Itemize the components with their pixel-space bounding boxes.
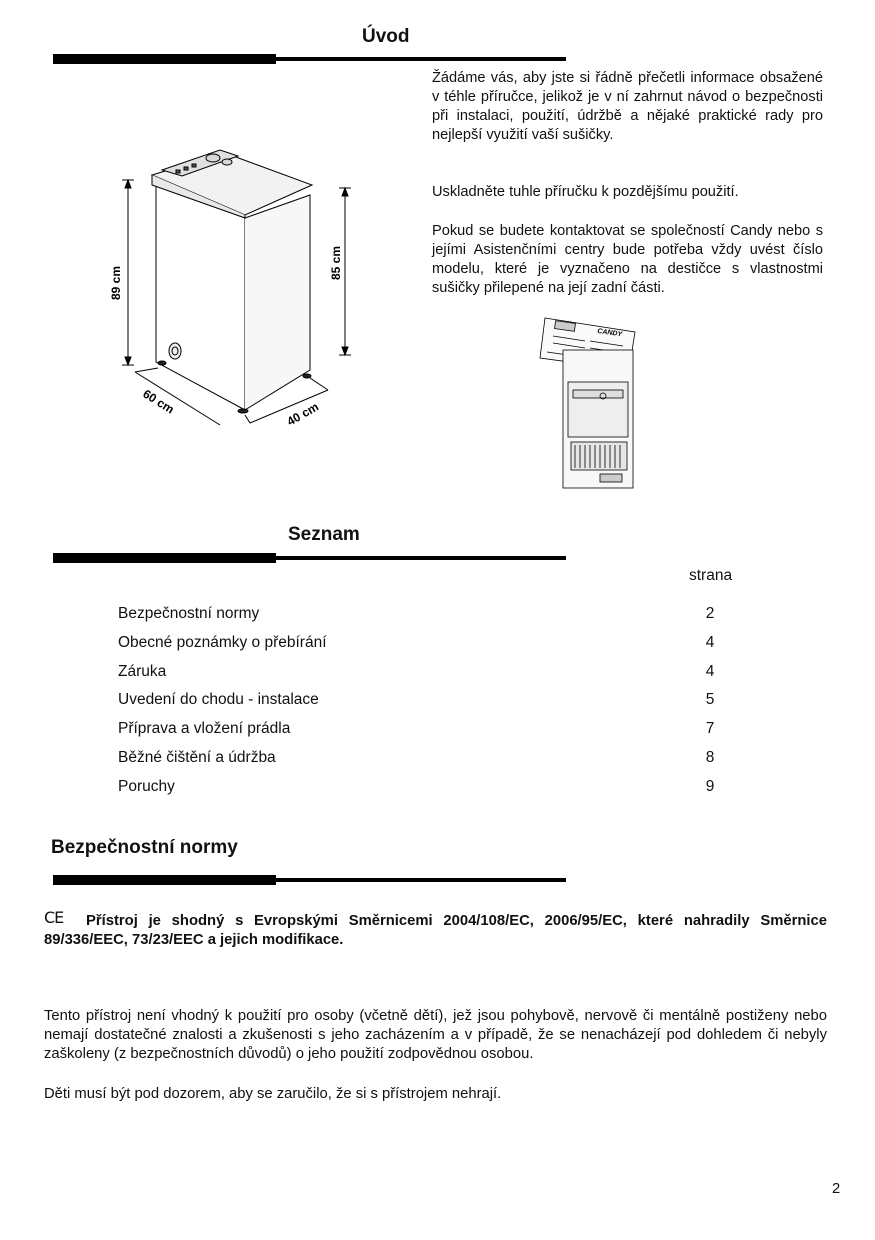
toc-item-page: 7 [705,720,715,737]
toc-item [118,605,720,627]
toc-item-page: 4 [705,634,715,651]
toc-item-label: Poruchy [118,778,175,795]
dim-89cm: 89 cm [109,265,123,300]
toc-item-label: Běžné čištění a údržba [118,749,276,766]
rating-plate-brand: CANDY [596,327,623,339]
toc-title: Seznam [288,524,360,545]
toc-item [118,634,720,656]
ce-mark: CE [44,908,64,927]
intro-title-rule [53,57,566,61]
toc-item [118,720,720,742]
compliance-statement: Přístroj je shodný s Evropskými Směrnicemi 2004/108/EC, 2006/95/EC, které nahradily Směrnice 89/336/EEC, 73/23/EEC a jejich modifikace. [44,913,827,948]
toc-title-rule [53,556,566,560]
dim-85cm: 85 cm [329,245,343,280]
toc-item-label: Bezpečnostní normy [118,605,260,622]
rating-plate-illustration [535,310,645,492]
appliance-dimension-illustration [100,140,360,435]
safety-title: Bezpečnostní normy [51,837,238,858]
toc-item-page: 2 [705,605,715,622]
toc-item [118,778,720,800]
toc-item [118,663,720,685]
intro-title: Úvod [362,26,410,47]
toc-item-label: Uvedení do chodu - instalace [118,691,319,708]
toc-item [118,691,720,713]
safety-paragraph-1: Tento přístroj není vhodný k použití pro osoby (včetně dětí), jež jsou pohybově, nervově či mentálně postiženy nebo nemají dostatečné znalosti a zkušenosti s jeho zacházením a v případě, že se nenacházejí pod dohledem či nebyly zaškoleny (z bezpečnostních důvodů) o jeho použití zodpovědnou osobou. [44,1008,827,1062]
dim-40cm: 40 cm [284,399,321,429]
toc-page-header: strana [689,567,733,584]
toc-item-label: Obecné poznámky o přebírání [118,634,327,651]
dim-60cm: 60 cm [140,386,177,417]
toc-item-page: 5 [705,691,715,708]
toc-item-label: Záruka [118,663,167,680]
safety-paragraph-2: Děti musí být pod dozorem, aby se zaručilo, že si s přístrojem nehrají. [44,1086,502,1102]
toc-item [118,749,720,771]
intro-paragraph-1: Žádáme vás, aby jste si řádně přečetli informace obsažené v téhle příručce, jelikož je v ní zahrnut návod o bezpečnosti při instalaci, použití, údržbě a nějaké praktické rady pro nejlepší využití vaší sušičky. [432,70,823,143]
toc-item-page: 8 [705,749,715,766]
intro-paragraph-3: Pokud se budete kontaktovat se společností Candy nebo s jejími Asistenčními centry bude potřeba vždy uvést číslo modelu, které je vyznačeno na destičce s vlastnostmi sušičky přilepené na její zadní části. [432,223,823,296]
toc-item-label: Příprava a vložení prádla [118,720,291,737]
toc-item-page: 4 [705,663,715,680]
page-number: 2 [832,1181,841,1197]
intro-paragraph-2: Uskladněte tuhle příručku k pozdějšímu použití. [432,184,739,200]
toc-item-page: 9 [705,778,715,795]
safety-title-rule [53,878,566,882]
